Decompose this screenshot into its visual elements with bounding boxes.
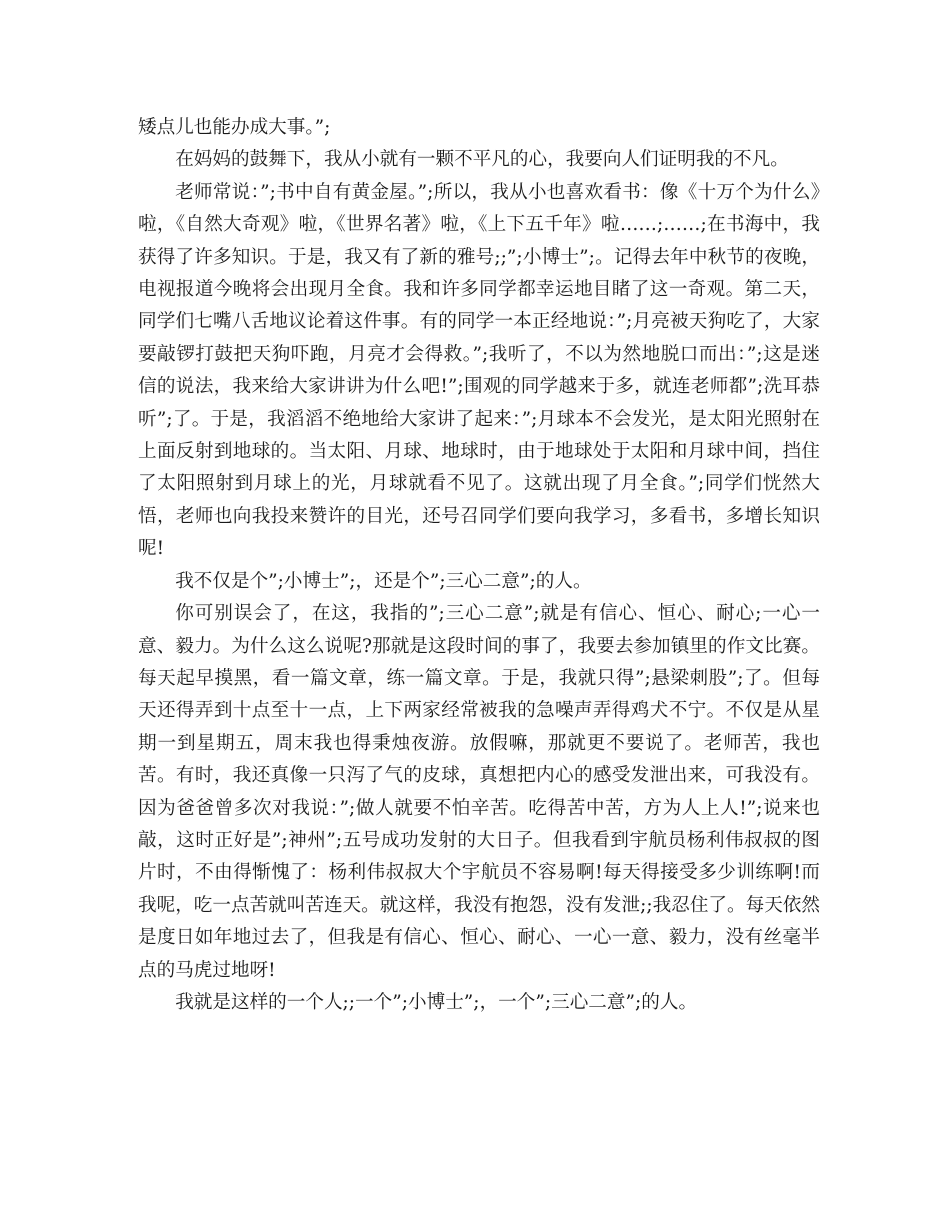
paragraph-little-scholar: 老师常说：”;书中自有黄金屋。”;所以，我从小也喜欢看书：像《十万个为什么》啦，《自然大奇观》啦，《世界名著》啦，《上下五千年》啦……;……;在书海中，我获得了许多知识。于是，我又有了新的雅号;;”;小博士”;。记得去年中秋节的夜晚，电视报道今晚将会出现月全食。我和许多同学都幸运地目睹了这一奇观。第二天，同学们七嘴八舌地议论着这件事。有的同学一本正经地说：”;月亮被天狗吃了，大家要敲锣打鼓把天狗吓跑，月亮才会得救。”;我听了，不以为然地脱口而出：”;这是迷信的说法，我来给大家讲讲为什么吧!”;围观的同学越来于多，就连老师都”;洗耳恭听”;了。于是，我滔滔不绝地给大家讲了起来：”;月球本不会发光，是太阳光照射在上面反射到地球的。当太阳、月球、地球时，由于地球处于太阳和月球中间，挡住了太阳照射到月球上的光，月球就看不见了。这就出现了月全食。”;同学们恍然大悟，老师也向我投来赞许的目光，还号召同学们要向我学习，多看书，多增长知识呢! <box>138 181 820 560</box>
paragraph-three-hearts: 你可别误会了，在这，我指的”;三心二意”;就是有信心、恒心、耐心;一心一意、毅力。为什么这么说呢?那就是这段时间的事了，我要去参加镇里的作文比赛。每天起早摸黑，看一篇文章，练一篇文章。于是，我就只得”;悬梁刺股”;了。但每天还得弄到十点至十一点，上下两家经常被我的急噪声弄得鸡犬不宁。不仅是从星期一到星期五，周末我也得秉烛夜游。放假嘛，那就更不要说了。老师苦，我也苦。有时，我还真像一只泻了气的皮球，真想把内心的感受发泄出来，可我没有。因为爸爸曾多次对我说：”;做人就要不怕辛苦。吃得苦中苦，方为人上人!”;说来也敲，这时正好是”;神州”;五号成功发射的大日子。但我看到宇航员杨利伟叔叔的图片时，不由得惭愧了：杨利伟叔叔大个宇航员不容易啊!每天得接受多少训练啊!而我呢，吃一点苦就叫苦连天。就这样，我没有抱怨，没有发泄;;我忍住了。每天依然是度日如年地过去了，但我是有信心、恒心、耐心、一心一意、毅力，没有丝毫半点的马虎过地呀! <box>138 603 820 981</box>
paragraph-mother-encouragement: 在妈妈的鼓舞下，我从小就有一颗不平凡的心，我要向人们证明我的不凡。 <box>175 149 789 171</box>
paragraph-thesis: 我不仅是个”;小博士”;，还是个”;三心二意”;的人。 <box>175 570 592 592</box>
paragraph-conclusion: 我就是这样的一个人;;一个”;小博士”;，一个”;三心二意”;的人。 <box>175 991 698 1013</box>
paragraph-continuation: 矮点儿也能办成大事。”; <box>138 117 331 138</box>
